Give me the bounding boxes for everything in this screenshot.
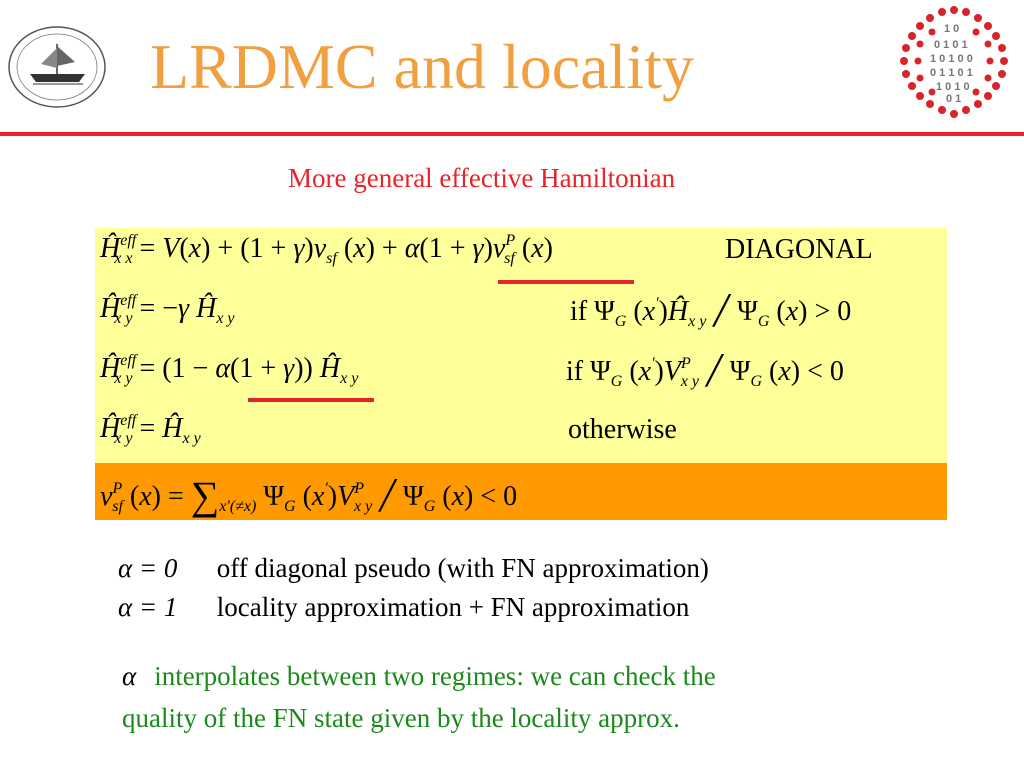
svg-text:0 1: 0 1 [946,93,962,105]
subtitle: More general effective Hamiltonian [288,163,676,193]
alpha-zero-line [118,553,709,584]
underline-alpha-term [498,280,634,284]
alpha-one-text: locality approximation + FN approximation [216,592,690,622]
otherwise-label: otherwise [568,414,677,445]
alpha-one-line [118,592,689,623]
equation-offdiag-negative: $Ĥ^{eff}_{x y} = -\gamma$ $Ĥ_{x y}$ [100,292,235,327]
svg-text:1 0 1 0 0: 1 0 1 0 0 [930,53,973,65]
condition-3: if $\Psi_G$ $(x')V^P_{x y}$ ╱ $\Psi_G$ (x) < 0 [566,355,844,390]
note-line-2: quality of the FN state given by the locality approx. [122,703,680,733]
diagonal-label: DIAGONAL [725,234,873,265]
condition-2: if $\Psi_G$ $(x')Ĥ_{x y}$ ╱ $\Psi_G$ (x) > 0 [570,295,852,330]
if-label-2: if [570,296,588,327]
equation-diagonal: $Ĥ^{eff}_{x x} = V(x) + (1 + \gamma)v_{sf}$ $(x) + \alpha(1 + \gamma)v^P_{sf}$ (x) [100,232,553,267]
page-title: LRDMC and locality [150,31,694,102]
equation-vsf-definition: $v^P_{sf}$ $(x) = \sum_{x'(\ne x)}$ $\Psi_G$ $(x')V^P_{x y}$ ╱ $\Psi_G$ (x) < 0 [100,473,518,518]
if-label-3: if [566,356,584,387]
sissa-logo [5,22,110,112]
note-text-1: interpolates between two regimes: we can check the [154,661,716,691]
svg-text:0 1 0 1: 0 1 0 1 [934,39,968,51]
underline-alpha-factor [248,398,374,402]
equation-otherwise: $Ĥ^{eff}_{x y}$ = $Ĥ_{x y}$ [100,412,201,447]
svg-text:0 1 1 0 1: 0 1 1 0 1 [930,67,973,79]
svg-text:1 0: 1 0 [944,23,960,35]
svg-text:1 0 1 0: 1 0 1 0 [936,81,970,93]
alpha-symbol: α [122,661,137,691]
alpha-one-value: α = 1 [118,592,178,622]
alpha-zero-value: α = 0 [118,553,178,583]
equation-offdiag-positive: $Ĥ^{eff}_{x y} = (1 - \alpha(1 + \gamma))$ $Ĥ_{x y}$ [100,352,359,387]
note-line-1 [122,661,716,692]
title-divider [0,132,1024,136]
alpha-zero-text: off diagonal pseudo (with FN approximation) [216,553,709,583]
binary-globe-logo [898,4,1010,122]
